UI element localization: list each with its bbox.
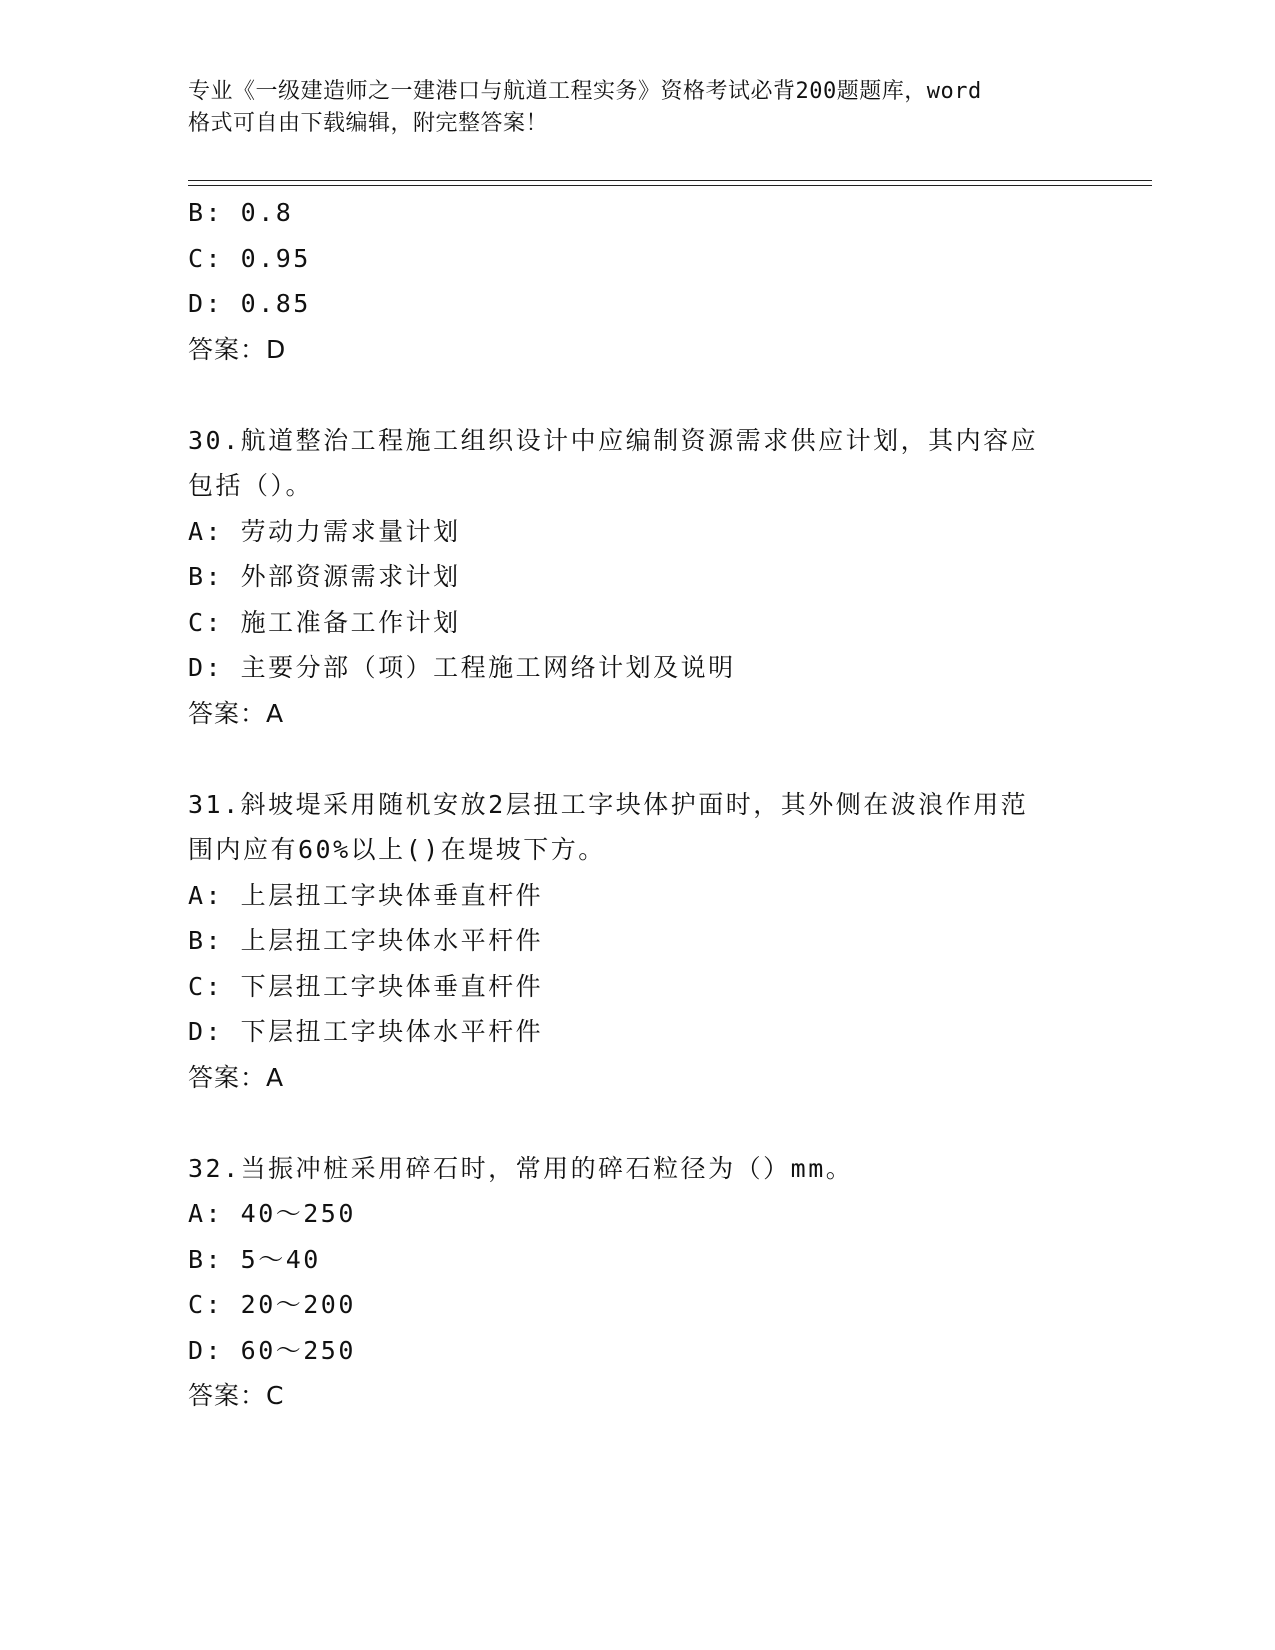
spacer [188,1100,1152,1146]
previous-question-tail [188,190,1152,372]
option-a: A: 劳动力需求量计划 [188,516,461,546]
header-title-line-1: 专业《一级建造师之一建港口与航道工程实务》资格考试必背200题题库，word [188,79,982,104]
question-30 [188,418,1152,737]
question-stem: 30.航道整治工程施工组织设计中应编制资源需求供应计划，其内容应 [188,425,1039,455]
option-c: C: 下层扭工字块体垂直杆件 [188,971,544,1001]
question-32 [188,1146,1152,1419]
header-divider-top [188,180,1152,181]
answer-line: 答案：D [188,334,287,364]
question-stem: 31.斜坡堤采用随机安放2层扭工字块体护面时，其外侧在波浪作用范 [188,789,1029,819]
question-31 [188,782,1152,1101]
option-d: D: 0.85 [188,289,311,318]
option-d: D: 下层扭工字块体水平杆件 [188,1017,544,1046]
option-a: A: 40～250 [188,1199,356,1228]
option-a: A: 上层扭工字块体垂直杆件 [188,880,544,910]
option-b: B: 上层扭工字块体水平杆件 [188,926,544,955]
header-divider-bottom [188,185,1152,186]
option-b: B: 5～40 [188,1244,321,1274]
header-title-line-2: 格式可自由下载编辑，附完整答案！ [188,111,549,136]
document-header [188,76,1068,140]
question-content [188,190,1152,1419]
answer-line: 答案：A [188,1062,285,1092]
answer-line: 答案：C [188,1381,285,1410]
spacer [188,736,1152,782]
option-c: C: 20～200 [188,1290,356,1319]
question-stem: 32.当振冲桩采用碎石时，常用的碎石粒径为（）mm。 [188,1153,854,1183]
option-c: C: 施工准备工作计划 [188,607,461,637]
option-b: B: 0.8 [188,198,294,227]
spacer [188,372,1152,418]
option-c: C: 0.95 [188,243,311,273]
question-stem: 围内应有60%以上()在堤坡下方。 [188,835,606,864]
answer-line: 答案：A [188,698,285,728]
option-b: B: 外部资源需求计划 [188,562,461,591]
option-d: D: 主要分部（项）工程施工网络计划及说明 [188,653,736,682]
option-d: D: 60～250 [188,1335,356,1365]
question-stem: 包括（）。 [188,471,314,500]
